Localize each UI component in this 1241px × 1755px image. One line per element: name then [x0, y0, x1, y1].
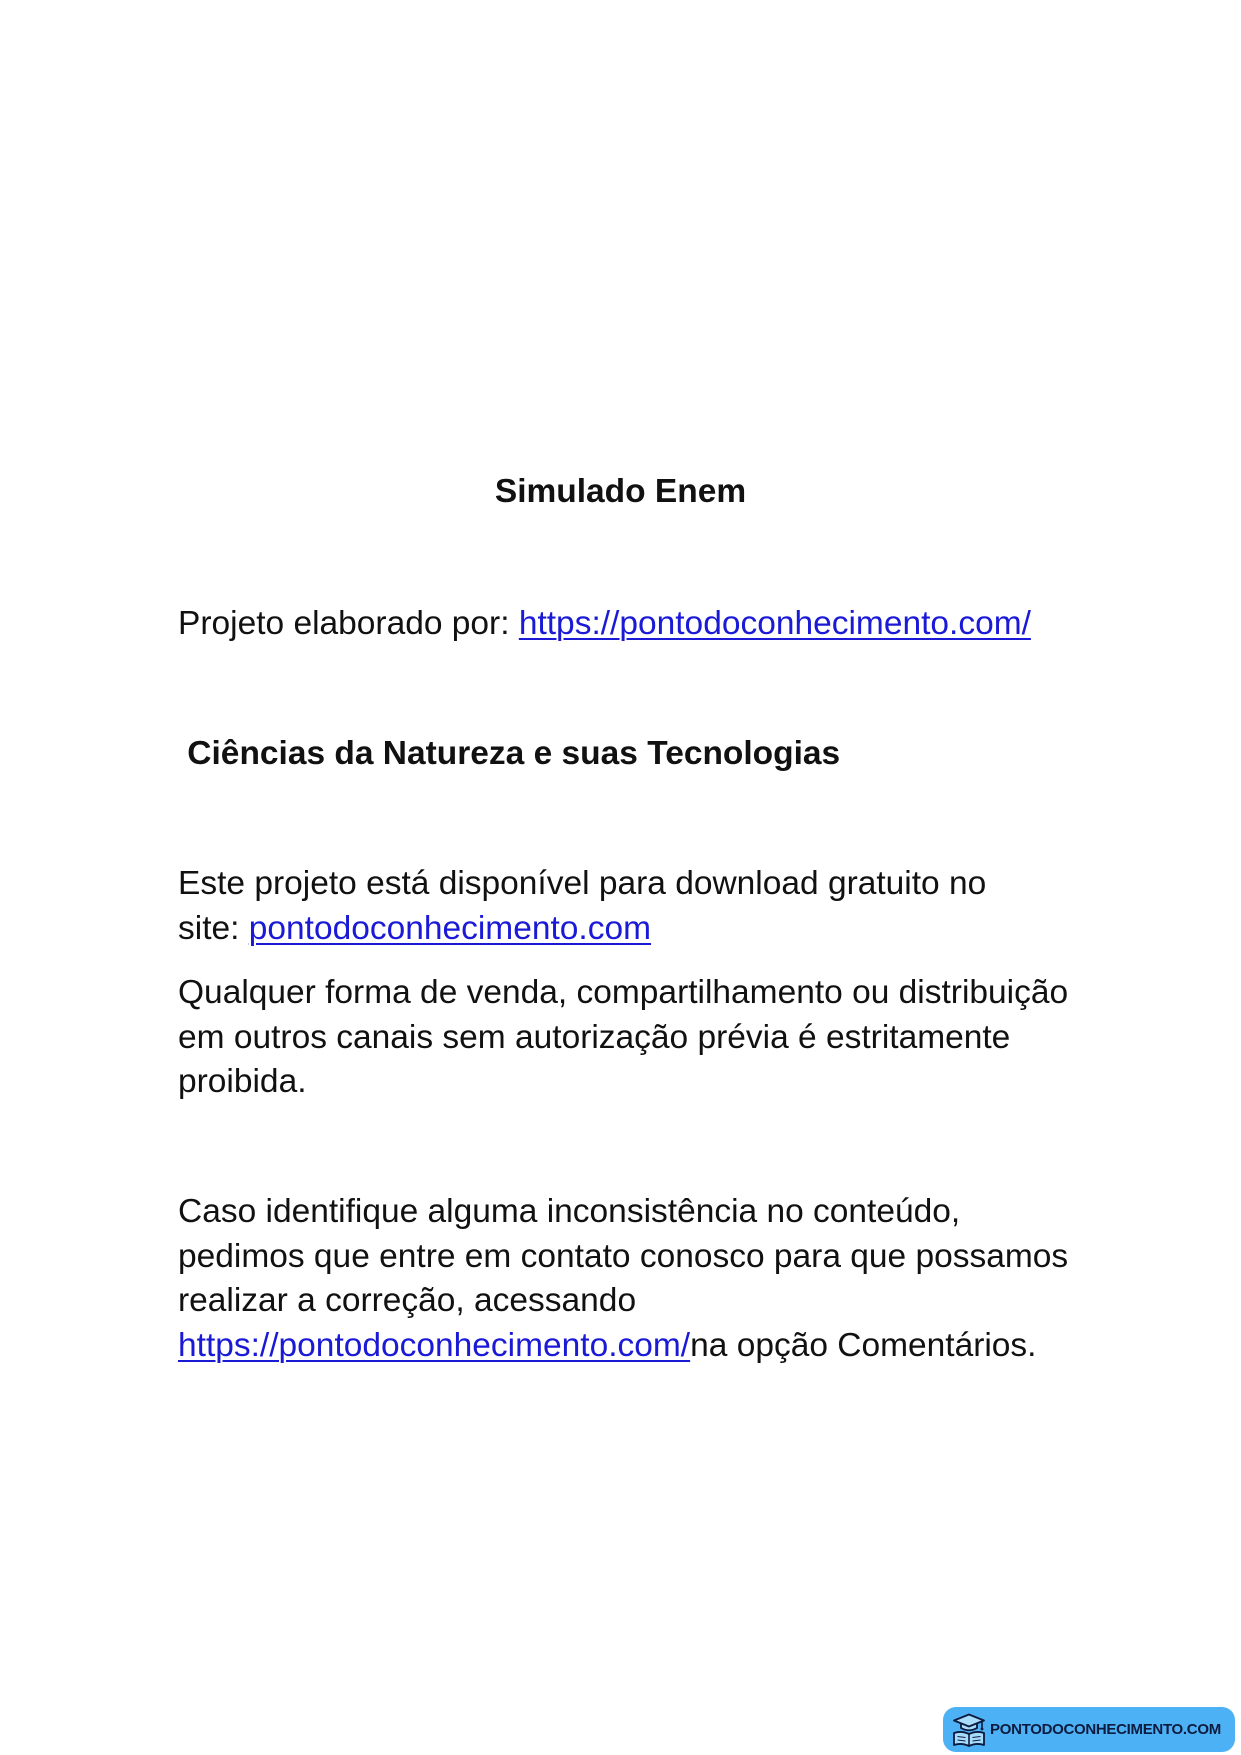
document-title — [0, 470, 1241, 515]
credit-label: Projeto elaborado por: — [178, 605, 519, 642]
site-link[interactable]: pontodoconhecimento.com — [248, 909, 652, 947]
notice-line: proibida. — [178, 1063, 307, 1100]
availability-paragraph — [178, 862, 1078, 951]
graduation-cap-book-icon — [951, 1712, 987, 1748]
notice-line: em outros canais sem autorização prévia é estritamente — [178, 1018, 1011, 1056]
site-watermark-badge — [943, 1707, 1235, 1752]
feedback-line: realizar a correção, acessando — [178, 1282, 637, 1319]
availability-line-1: Este projeto está disponível para download gratuito no — [178, 865, 987, 902]
feedback-line — [178, 1324, 1078, 1369]
feedback-line: Caso identifique alguma inconsistência no conteúdo, — [178, 1193, 961, 1230]
site-label: site: — [178, 909, 249, 947]
credit-line — [178, 602, 1078, 647]
title-text: Simulado Enem — [494, 473, 747, 510]
feedback-suffix: na opção Comentários. — [690, 1326, 1037, 1364]
feedback-line: pedimos que entre em contato conosco para que possamos — [178, 1237, 1069, 1275]
notice-line: Qualquer forma de venda, compartilhamento ou distribuição — [178, 974, 1069, 1011]
notice-paragraph — [178, 971, 1078, 1105]
availability-line-2 — [178, 907, 1078, 952]
badge-text: PONTODOCONHECIMENTO.COM — [990, 1721, 1221, 1738]
subject-text: Ciências da Natureza e suas Tecnologias — [178, 735, 841, 772]
credit-paragraph — [178, 602, 1078, 647]
feedback-link[interactable]: https://pontodoconhecimento.com/ — [178, 1326, 691, 1364]
credit-link[interactable]: https://pontodoconhecimento.com/ — [518, 605, 1031, 642]
subject-heading — [178, 732, 1078, 777]
feedback-paragraph — [178, 1190, 1078, 1368]
